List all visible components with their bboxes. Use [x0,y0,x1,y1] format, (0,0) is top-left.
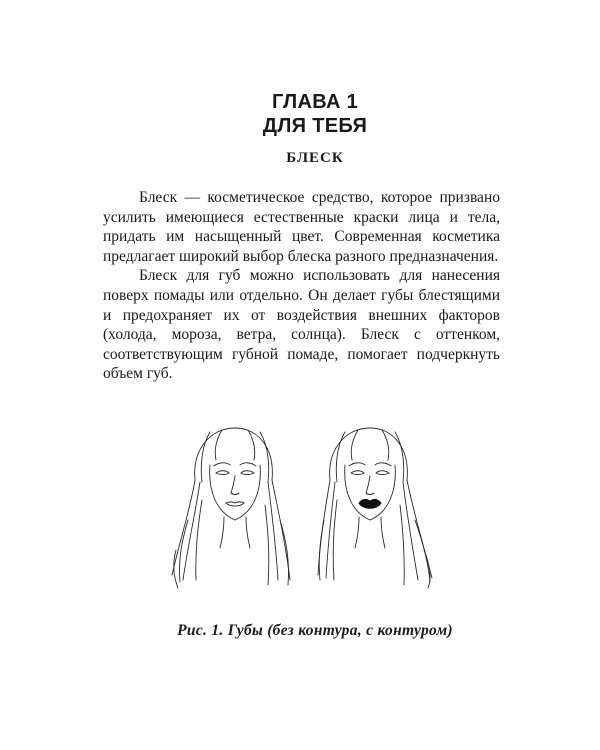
figure-caption: Рис. 1. Губы (без контура, с контуром) [177,622,453,639]
chapter-title: ДЛЯ ТЕБЯ [262,115,368,137]
face-without-contour [172,428,290,588]
chapter-number: ГЛАВА 1 [272,91,358,113]
paragraph-1: Блеск — косметическое средство, которое призвано усилить имеющиеся естественные краски лица и тела, придать им насыщенный цвет. Современная косметика предлагает широкий выбор блеска разного предназначения. [103,189,500,265]
section-title: БЛЕСК [286,150,344,166]
body-text [103,188,500,384]
lips-with-contour [359,499,381,508]
paragraph-2: Блеск для губ можно использовать для нанесения поверх помады или отдельно. Он делает губы блестящими и предохраняет их от воздействия внешних факторов (холода, мороза, ветра, солнца). Блеск с оттенком, соответствующим губной помаде, помогает подчеркнуть объем губ. [103,267,500,383]
lips-illustration [150,420,450,605]
chapter-heading [0,90,600,138]
